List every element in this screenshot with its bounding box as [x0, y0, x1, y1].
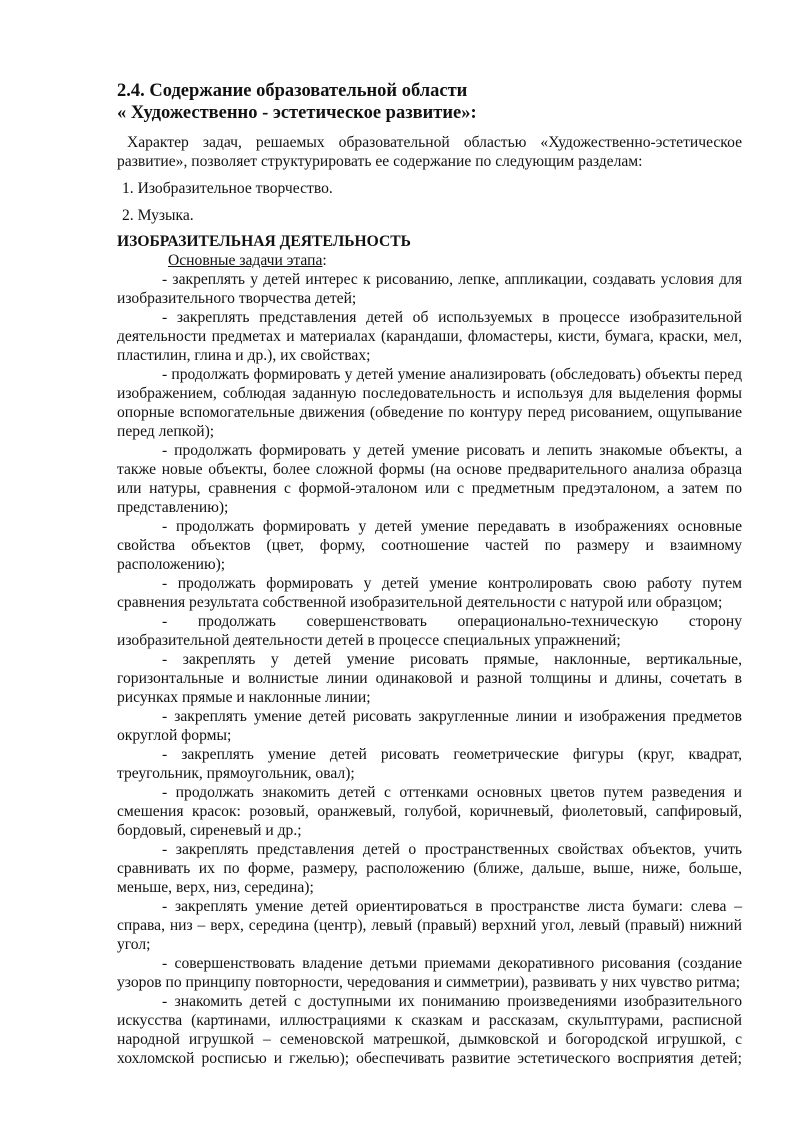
document-page — [117, 80, 742, 1068]
task-item: - продолжать формировать у детей умение передавать в изображениях основные свойства объектов (цвет, форму, соотношение частей по размеру и взаимному расположению); — [117, 518, 742, 573]
list-item-2: 2. Музыка. — [122, 207, 194, 224]
task-item: - продолжать формировать у детей умение рисовать и лепить знакомые объекты, а также новые объекты, более сложной формы (на основе предварительного анализа образца или натуры, сравнения с формой-эталоном или с предметным предэталоном, а затем по представлению); — [117, 442, 742, 516]
task-item: - закреплять умение детей рисовать геометрические фигуры (круг, квадрат, треугольник, прямоугольник, овал); — [117, 746, 742, 782]
tasks-subheading-text: Основные задачи этапа — [168, 252, 323, 269]
task-list — [117, 270, 742, 1068]
task-item: - продолжать совершенствовать операционально-техническую сторону изобразительной деятельности детей в процессе специальных упражнений; — [117, 613, 742, 649]
task-item: - знакомить детей с доступными их пониманию произведениями изобразительного искусства (картинами, иллюстрациями к сказкам и рассказам, скульптурами, расписной народной игрушкой – семеновской матрешкой, дымковской и богородской игрушкой, с хохломской росписью и гжелью); обеспечивать развитие эстетического восприятия детей; — [117, 993, 742, 1067]
task-item: - совершенствовать владение детьми приемами декоративного рисования (создание узоров по принципу повторности, чередования и симметрии), развивать у них чувство ритма; — [117, 955, 742, 991]
subsection-title: ИЗОБРАЗИТЕЛЬНАЯ ДЕЯТЕЛЬНОСТЬ — [117, 233, 411, 250]
tasks-subheading — [117, 251, 742, 270]
task-item: - продолжать формировать у детей умение анализировать (обследовать) объекты перед изображением, соблюдая заданную последовательность и используя для выделения формы опорные вспомогательные движения (обведение по контуру перед рисованием, ощупывание перед лепкой); — [117, 366, 742, 440]
task-item: - продолжать знакомить детей с оттенками основных цветов путем разведения и смешения красок: розовый, оранжевый, голубой, коричневый, фиолетовый, сапфировый, бордовый, сиреневый и др.; — [117, 784, 742, 839]
task-item: - закреплять представления детей о пространственных свойствах объектов, учить сравнивать их по форме, размеру, расположению (ближе, дальше, выше, ниже, больше, меньше, верх, низ, середина); — [117, 841, 742, 896]
section-heading-line-2: « Художественно - эстетическое развитие»: — [117, 103, 477, 123]
list-item-1: 1. Изобразительное творчество. — [122, 180, 333, 197]
tasks-subheading-colon: : — [322, 252, 327, 269]
task-item: - закреплять у детей умение рисовать прямые, наклонные, вертикальные, горизонтальные и волнистые линии одинаковой и разной толщины и длины, сочетать в рисунках прямые и наклонные линии; — [117, 651, 742, 706]
task-item: - закреплять у детей интерес к рисованию, лепке, аппликации, создавать условия для изобразительного творчества детей; — [117, 271, 742, 307]
intro-paragraph: Характер задач, решаемых образовательной областью «Художественно-эстетическое развитие», позволяет структурировать ее содержание по следующим разделам: — [117, 134, 742, 170]
task-item: - закреплять умение детей ориентироваться в пространстве листа бумаги: слева – справа, низ – верх, середина (центр), левый (правый) верхний угол, левый (правый) нижний угол; — [117, 898, 742, 953]
task-item: - закреплять умение детей рисовать закругленные линии и изображения предметов округлой формы; — [117, 708, 742, 744]
task-item: - закреплять представления детей об используемых в процессе изобразительной деятельности предметах и материалах (карандаши, фломастеры, кисти, бумага, краски, мел, пластилин, глина и др.), их свойствах; — [117, 309, 742, 364]
section-heading-line-1: 2.4. Содержание образовательной области — [117, 81, 468, 101]
task-item: - продолжать формировать у детей умение контролировать свою работу путем сравнения результата собственной изобразительной деятельности с натурой или образцом; — [117, 575, 742, 611]
